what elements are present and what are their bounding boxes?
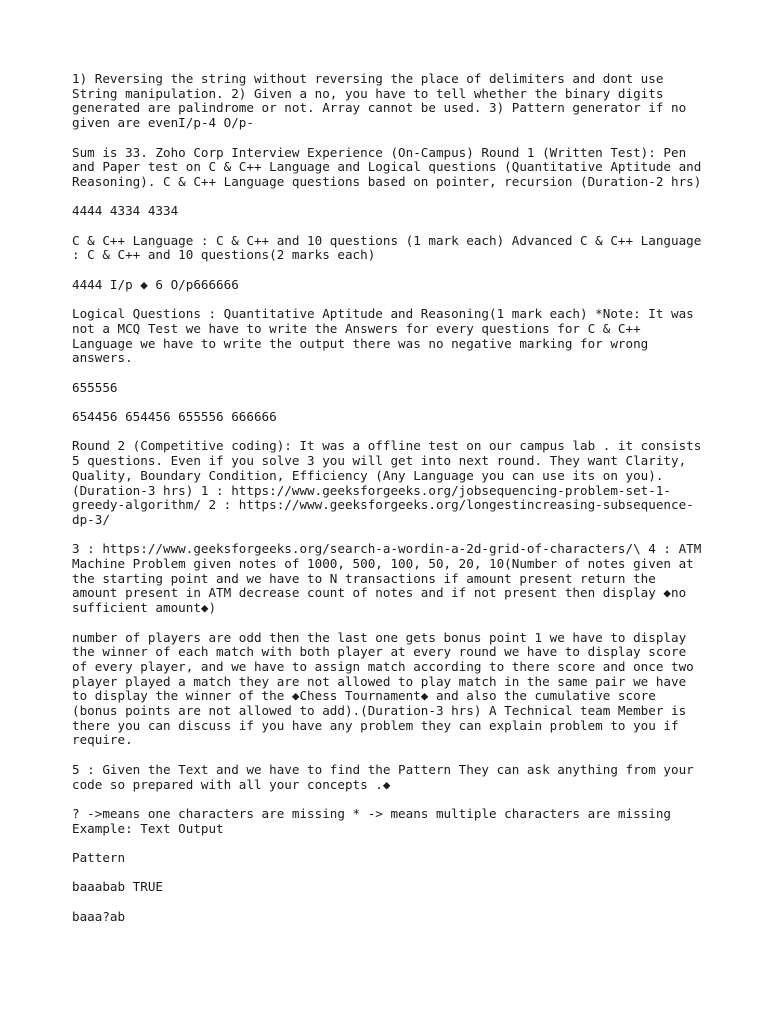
paragraph-12: 5 : Given the Text and we have to find the Pattern They can ask anything from your code so prepared with all your concepts .◆ — [72, 761, 694, 792]
paragraph-2: Sum is 33. Zoho Corp Interview Experience (On-Campus) Round 1 (Written Test): Pen and Paper test on C & C++ Language and Logical questions (Quantitative Aptitude and Reasoning). C & C++ Language questions based on pointer, recursion (Duration-2 hrs) — [72, 144, 702, 189]
paragraph-10: 3 : https://www.geeksforgeeks.org/search-a-wordin-a-2d-grid-of-characters/\ 4 : ATM Machine Problem given notes of 1000, 500, 100, 50, 20, 10(Number of notes given at the starting point and we have to N transactions if amount present return the amount present in ATM decrease count of notes and if not present then display ◆no sufficient amount◆) — [72, 541, 702, 616]
paragraph-1: 1) Reversing the string without reversing the place of delimiters and dont use String manipulation. 2) Given a no, you have to tell whether the binary digits generated are palindrome or not. Array cannot be used. 3) Pattern generator if no given are evenI/p-4 O/p- — [72, 71, 687, 131]
paragraph-6: Logical Questions : Quantitative Aptitude and Reasoning(1 mark each) *Note: It was not a MCQ Test we have to write the Answers for every questions for C & C++ Language we have to write the output there was no negative marking for wrong answers. — [72, 306, 694, 366]
paragraph-11: number of players are odd then the last one gets bonus point 1 we have to display the winner of each match with both player at every round we have to display score of every player, and we have to assign match according to there score and once two player played a match they are not allowed to play match in the same pair we have to display the winner of the ◆Chess Tournament◆ and also the cumulative score (bonus points are not allowed to add).(Duration-3 hrs) A Technical team Member is there you can discuss if you have any problem they can explain problem to you if require. — [72, 629, 694, 748]
paragraph-9: Round 2 (Competitive coding): It was a offline test on our campus lab . it consists 5 questions. Even if you solve 3 you will get into next round. They want Clarity, Quality, Boundary Condition, Efficiency (Any Language you can use its on you). (Duration-3 hrs) 1 : https://www.geeksforgeeks.org/jobsequencing-problem-set-1-greedy-algorithm/ 2 : https://www.geeksforgeeks.org/longestincreasing-subsequence-dp-3/ — [72, 438, 702, 527]
paragraph-4: C & C++ Language : C & C++ and 10 questions (1 mark each) Advanced C & C++ Language : C & C++ and 10 questions(2 marks each) — [72, 232, 702, 263]
paragraph-15: baaabab TRUE — [72, 879, 163, 895]
paragraph-5: 4444 I/p ◆ 6 O/p666666 — [72, 276, 239, 292]
paragraph-14: Pattern — [72, 850, 126, 866]
paragraph-16: baaa?ab — [72, 908, 126, 924]
paragraph-7: 655556 — [72, 379, 118, 395]
paragraph-3: 4444 4334 4334 — [72, 203, 179, 219]
paragraph-8: 654456 654456 655556 666666 — [72, 409, 277, 425]
document-page — [72, 72, 704, 939]
paragraph-13: ? ->means one characters are missing * -> means multiple characters are missing Example: Text Output — [72, 805, 671, 836]
